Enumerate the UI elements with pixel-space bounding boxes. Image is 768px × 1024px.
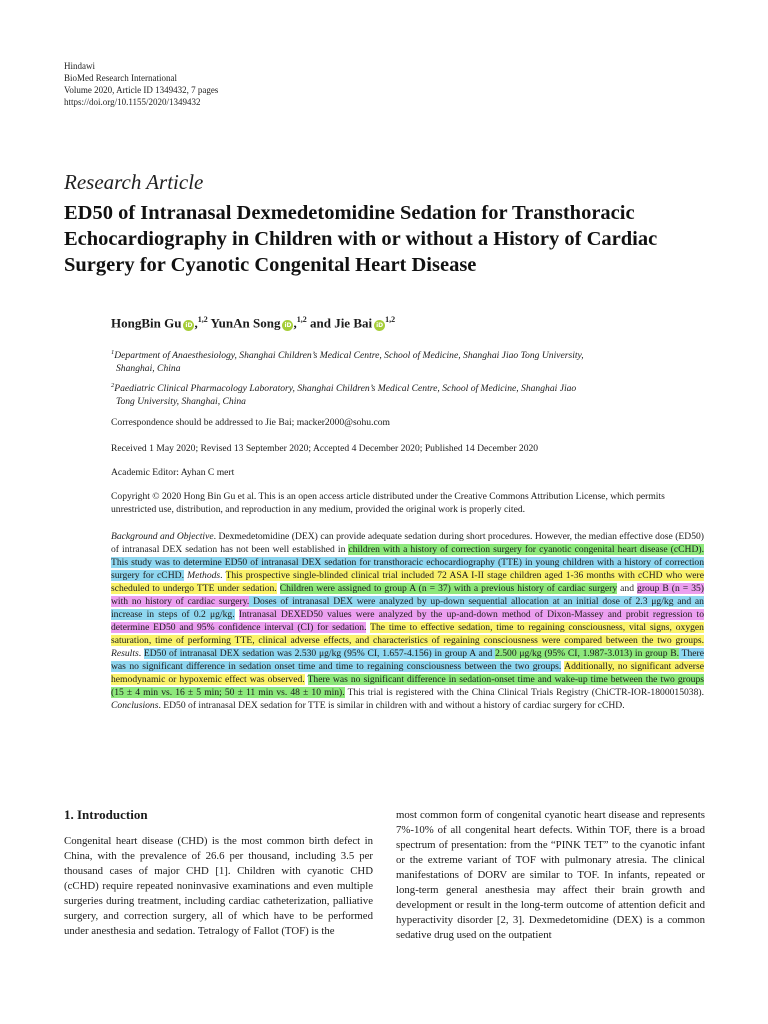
- intro-column-left: Congenital heart disease (CHD) is the most common birth defect in China, with the prevalence of 26.6 per thousand, including 3.5 per thousand cases of major CHD [1]. Children with cyanotic CHD (cCHD) require repeated noninvasive examinations and even multiple surgeries during treatment, including cardiac catheterization, palliative surgery, and correction surgery, all of which have to be performed under anesthesia and sedation. Tetralogy of Fallot (TOF) is the: [64, 835, 373, 937]
- abstract-segment: .: [220, 570, 226, 581]
- author-affil-sup: 1,2: [385, 315, 396, 324]
- author-affil-sup: 1,2: [197, 315, 208, 324]
- intro-column-right: most common form of congenital cyanotic heart disease and represents 7%-10% of all congenital heart defects. Within TOF, there is a broad spectrum of presentation: from the “PINK TET” to the cyanotic infant or the extreme variant of TOF with pulmonary atresia. The clinical manifestations of DORV are similar to TOF. In infants, repeated or long-term general anesthesia may affect their brain growth and development or result in the long-term outcome of attention deficit and hyperactivity disorder [2, 3]. Dexmedetomidine (DEX) is a common sedative drug used on the outpatient: [396, 809, 705, 941]
- abstract-subheading: Results: [111, 648, 139, 659]
- section-heading: 1. Introduction: [64, 807, 148, 822]
- publication-dates: Received 1 May 2020; Revised 13 September 2020; Accepted 4 December 2020; Published 14 December 2020: [111, 443, 539, 454]
- abstract-subheading: Background and Objective: [111, 531, 214, 542]
- author-name: HongBin Gu: [111, 315, 182, 331]
- journal-name: BioMed Research International: [64, 73, 177, 83]
- publisher-name: Hindawi: [64, 61, 95, 71]
- abstract-segment: ED50 of intranasal DEX sedation was 2.530 μg/kg (95% CI, 1.657-4.156) in group A and: [143, 648, 496, 659]
- abstract-segment: The time to effective sedation, time to regaining consciousness, vital signs, oxygen saturation, time of performing TTE, clinical adverse effects, and characteristics of regaining consciousness were compared between the two groups.: [111, 622, 704, 646]
- abstract-segment: .: [138, 648, 144, 659]
- author-name: Jie Bai: [334, 315, 373, 331]
- journal-header: [64, 60, 218, 108]
- doi-link[interactable]: https://doi.org/10.1155/2020/1349432: [64, 97, 201, 107]
- article-title: ED50 of Intranasal Dexmedetomidine Sedation for Transthoracic Echocardiography in Children with or without a History of Cardiac Surgery for Cyanotic Congenital Heart Disease: [64, 202, 658, 276]
- author-list: HongBin Gu iD ,$^{1,2}$ YunAn Song iD ,$^{1,2}$ and Jie Bai iD$^{1,2}$: [111, 315, 396, 331]
- author-conjunction: and: [309, 315, 331, 331]
- abstract-segment: This study was to determine ED50 of intranasal DEX sedation for transthoracic echocardiography (TTE) in young children with a history of correction surgery for cCHD.: [111, 557, 704, 581]
- abstract-segment: . ED50 of intranasal DEX sedation for TTE is similar in children with and without a history of cardiac surgery for cCHD.: [158, 700, 625, 711]
- orcid-icon[interactable]: iD: [185, 322, 193, 330]
- author-affil-sup: 1,2: [296, 315, 307, 324]
- correspondence: Correspondence should be addressed to Jie Bai; macker2000@sohu.com: [111, 417, 390, 428]
- abstract-segment: There was no significant difference in sedation onset time and time to regaining consciousness between the two groups.: [111, 648, 705, 672]
- article-type: Research Article: [64, 170, 204, 194]
- abstract-segment: This trial is registered with the China Clinical Trials Registry (ChiCTR-IOR-1800015038).: [344, 687, 704, 698]
- abstract-segment: and: [617, 583, 638, 594]
- abstract-segment: group B (n = 35) with no history of cardiac surgery.: [111, 583, 704, 607]
- author-name: YunAn Song: [210, 315, 281, 331]
- abstract-segment: Intranasal DEXED50 values were analyzed by the up-and-down method of Dixon-Massey and probit regression to determine ED50 and 95% confidence interval (CI) for sedation.: [111, 609, 705, 633]
- abstract-segment: children with a history of correction surgery for cyanotic congenital heart disease (cCHD).: [348, 544, 704, 555]
- affiliations: [111, 346, 711, 412]
- abstract-segment: . Dexmedetomidine (DEX) can provide adequate sedation during short procedures. However, the median effective dose (ED50) of intranasal DEX sedation has not been well established in: [111, 531, 704, 555]
- orcid-icon[interactable]: iD: [376, 322, 384, 330]
- affiliation-1: $^1$Department of Anaesthesiology, Shanghai Children’s Medical Centre, School of Medicine, Shanghai Jiao Tong University, Shanghai, China: [111, 349, 584, 375]
- abstract-subheading: Methods: [187, 570, 221, 581]
- academic-editor: Academic Editor: Ayhan C mert: [111, 467, 235, 478]
- abstract: [111, 530, 704, 712]
- abstract-segment: Additionally, no significant adverse hemodynamic or hypoxemic effect was observed.: [111, 661, 704, 685]
- abstract-subheading: Conclusions: [111, 700, 159, 711]
- abstract-segment: Doses of intranasal DEX were analyzed by up-down sequential allocation at an initial dose of 2.3 μg/kg and an increase in steps of 0.2 μg/kg.: [111, 596, 704, 620]
- abstract-segment: This prospective single-blinded clinical trial included 72 ASA I-II stage children aged 1-36 months with cCHD who were scheduled to undergo TTE under sedation.: [111, 570, 704, 594]
- abstract-segment: 2.500 μg/kg (95% CI, 1.987-3.013) in group B.: [495, 648, 680, 659]
- abstract-segment: There was no significant difference in sedation-onset time and wake-up time between the two groups (15 ± 4 min vs. 16 ± 5 min; 50 ± 11 min vs. 48 ± 10 min).: [111, 674, 704, 698]
- volume-info: Volume 2020, Article ID 1349432, 7 pages: [64, 85, 219, 95]
- copyright-notice: Copyright © 2020 Hong Bin Gu et al. This is an open access article distributed under the Creative Commons Attribution License, which permits unrestricted use, distribution, and reproduction in any medium, provided the original work is properly cited.: [111, 491, 665, 515]
- affiliation-2: $^2$Paediatric Clinical Pharmacology Laboratory, Shanghai Children’s Medical Centre, School of Medicine, Shanghai Jiao Tong University, Shanghai, China: [111, 382, 577, 408]
- abstract-segment: Children were assigned to group A (n = 37) with a previous history of cardiac surgery: [279, 583, 618, 594]
- orcid-icon[interactable]: iD: [284, 322, 292, 330]
